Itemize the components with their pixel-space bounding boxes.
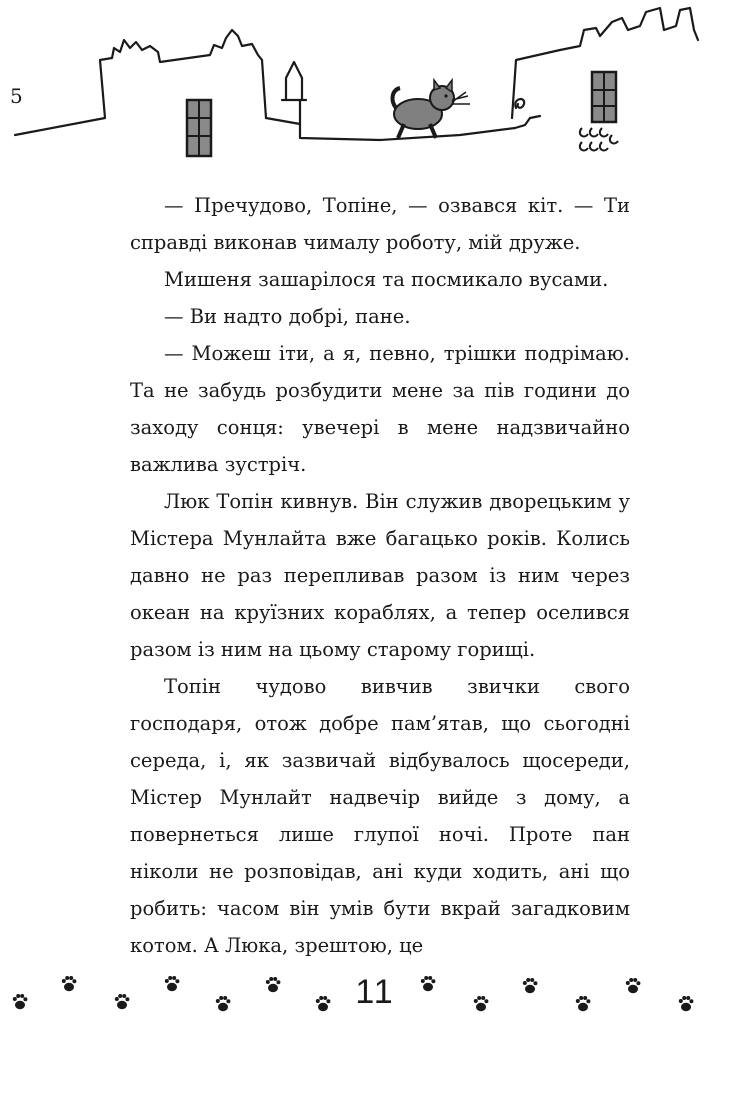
paragraph: Люк Топін кивнув. Він служив дворецьким у Містера Мунлайта вже багацько років. Колись давно не раз перепливав разом із ним через океан на круїзних кораблях, а тепер оселився разом із ним на цьому старому горищі.	[130, 490, 630, 661]
paw-print-icon	[626, 978, 641, 993]
paragraph: Топін чудово вивчив звички свого господаря, отож добре пам’ятав, що сьогодні середа, і, як зазвичай відбувалось щосереди, Містер Мунлайт надвечір вийде з дому, а повернеться лише глупої ночі. Проте пан ніколи не розповідав, ані куди ходить, ані що робить: часом він умів бути вкрай загадковим котом. А Люка, зрештою, це	[130, 675, 630, 957]
rooftop-cat-illustration	[0, 0, 745, 170]
paragraph: — Пречудово, Топіне, — озвався кіт. — Ти справді виконав чималу роботу, мій друже.	[130, 194, 630, 254]
paw-print-icon	[474, 996, 489, 1011]
page-number: 11	[355, 973, 395, 1011]
paw-print-icon	[13, 994, 28, 1009]
paw-print-icon	[216, 996, 231, 1011]
illustration-label: 5	[10, 84, 23, 108]
paw-print-icon	[266, 977, 281, 992]
paw-print-icon	[679, 996, 694, 1011]
paw-print-icon	[316, 996, 331, 1011]
paw-print-icon	[576, 996, 591, 1011]
paw-print-icon	[523, 978, 538, 993]
paragraph: — Ви надто добрі, пане.	[164, 305, 411, 328]
paw-print-icon	[421, 976, 436, 991]
paw-print-icon	[115, 994, 130, 1009]
page-text	[130, 187, 630, 964]
paragraph: Мишеня зашарілося та посмикало вусами.	[164, 268, 609, 291]
paw-print-icon	[62, 976, 77, 991]
paw-print-icon	[165, 976, 180, 991]
paragraph: — Можеш іти, а я, певно, трішки подрімаю. Та не забудь розбудити мене за пів години до заходу сонця: увечері в мене надзвичайно важлива зустріч.	[130, 342, 630, 476]
